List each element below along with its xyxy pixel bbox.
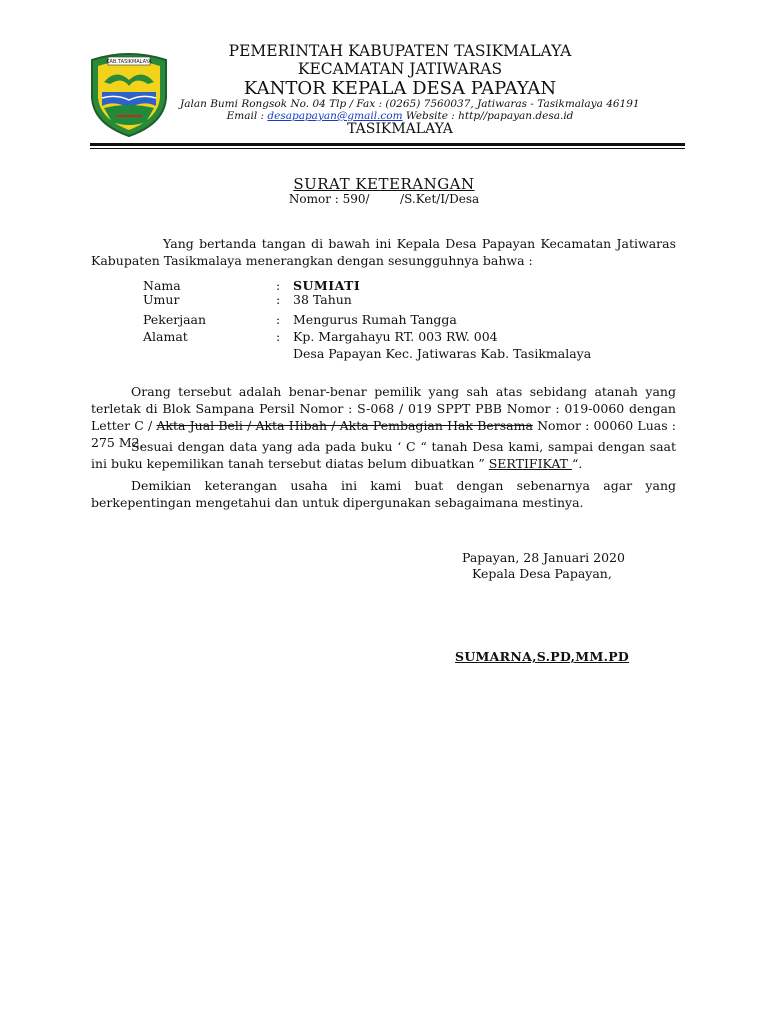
certificate-paragraph <box>91 438 676 472</box>
signature-place-date: Papayan, 28 Januari 2020 <box>462 550 625 565</box>
website-text: Website : http//papayan.desa.id <box>402 110 574 122</box>
document-number: Nomor : 590/ /S.Ket/I/Desa <box>288 192 480 206</box>
umur-value: 38 Tahun <box>293 292 352 307</box>
letterhead-city: TASIKMALAYA <box>347 121 453 137</box>
letterhead-address: Jalan Bumi Rongsok No. 04 Tlp / Fax : (0265) 7560037, Jatiwaras - Tasikmalaya 46191 <box>180 98 640 110</box>
letterhead-thin-rule <box>90 148 685 149</box>
umur-label: Umur <box>143 292 180 307</box>
document-title <box>0 175 768 193</box>
letterhead-district: KECAMATAN JATIWARAS <box>297 60 503 78</box>
pekerjaan-value: Mengurus Rumah Tangga <box>293 312 457 327</box>
letterhead-thick-rule <box>90 143 685 146</box>
nama-colon: : <box>276 278 281 293</box>
letterhead-office: KANTOR KEPALA DESA PAPAYAN <box>243 78 557 99</box>
ownership-text-b: Nomor : 00060 Luas : 275 M2. <box>91 418 676 450</box>
alamat-label: Alamat <box>143 329 188 344</box>
alamat-colon: : <box>276 329 281 344</box>
ownership-text-a: Orang tersebut adalah benar-benar pemilik yang sah atas sebidang atanah yang terletak di Blok Sampana Persil Nomor : S-068 / 019 SPPT PBB Nomor : 019-0060 dengan Letter C / <box>91 384 676 433</box>
struck-deed-types: Akta Jual Beli / Akta Hibah / Akta Pembagian Hak Bersama <box>156 418 533 433</box>
opening-paragraph: Yang bertanda tangan di bawah ini Kepala Desa Papayan Kecamatan Jatiwaras Kabupaten Tasikmalaya menerangkan dengan sesungguhnya bahwa : <box>91 236 676 268</box>
umur-colon: : <box>276 292 281 307</box>
closing-paragraph: Demikian keterangan usaha ini kami buat dengan sebenarnya agar yang berkepentingan mengetahui dan untuk dipergunakan sebagaimana mestinya. <box>91 478 676 510</box>
regency-crest-logo <box>86 46 172 138</box>
signatory-name: SUMARNA,S.PD,MM.PD <box>455 649 630 664</box>
nama-value: SUMIATI <box>293 278 361 293</box>
document-title-text: SURAT KETERANGAN <box>293 175 475 193</box>
pekerjaan-label: Pekerjaan <box>143 312 207 327</box>
certificate-text-b: “. <box>572 456 583 471</box>
alamat-line-1: Kp. Margahayu RT. 003 RW. 004 <box>293 329 498 344</box>
letterhead-government: PEMERINTAH KABUPATEN TASIKMALAYA <box>228 42 572 60</box>
email-label: Email : <box>226 110 268 122</box>
certificate-text-a: Sesuai dengan data yang ada pada buku ‘ C “ tanah Desa kami, sampai dengan saat ini buku kepemilikan tanah tersebut diatas belum dibuatkan ” <box>91 439 676 471</box>
signature-role: Kepala Desa Papayan, <box>472 566 612 581</box>
nama-label: Nama <box>143 278 181 293</box>
pekerjaan-colon: : <box>276 312 281 327</box>
email-link[interactable]: desapapayan@gmail.com <box>267 110 403 122</box>
alamat-line-2: Desa Papayan Kec. Jatiwaras Kab. Tasikmalaya <box>293 346 592 361</box>
logo-lettering: KAB.TASIKMALAYA <box>106 59 152 65</box>
sertifikat-word: SERTIFIKAT <box>488 456 572 471</box>
